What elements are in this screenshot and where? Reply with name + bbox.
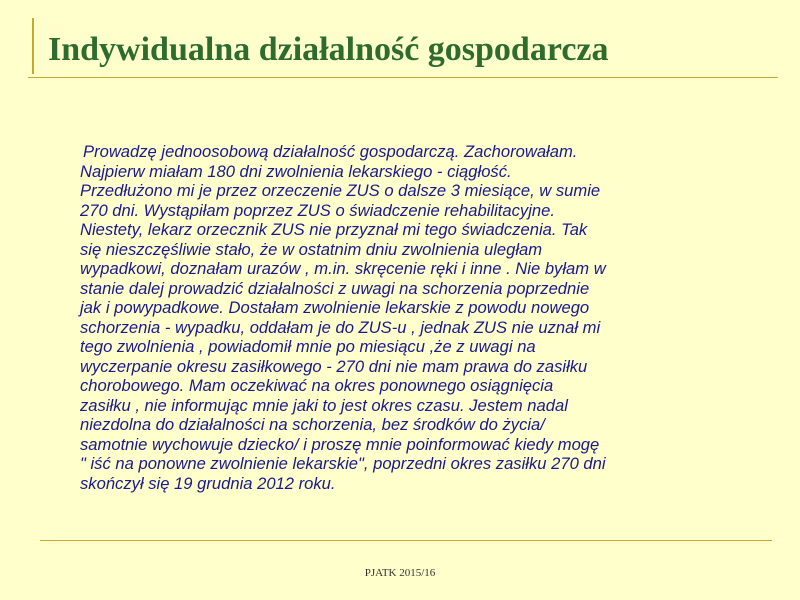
- body-line: 270 dni. Wystąpiłam poprzez ZUS o świadczenie rehabilitacyjne.: [80, 200, 555, 220]
- body-line: tego zwolnienia , powiadomił mnie po miesiącu ,że z uwagi na: [80, 337, 536, 356]
- body-line: się nieszczęśliwie stało, że w ostatnim dniu zwolnienia uległam: [80, 239, 543, 259]
- body-line: samotnie wychowuje dziecko/ i proszę mnie poinformować kiedy mogę: [80, 434, 600, 454]
- body-line: jak i powypadkowe. Dostałam zwolnienie lekarskie z powodu nowego: [80, 298, 590, 317]
- body-line: skończył się 19 grudnia 2012 roku.: [80, 473, 336, 493]
- title-underline: [28, 77, 778, 78]
- body-line: Przedłużono mi je przez orzeczenie ZUS o dalsze 3 miesiące, w sumie: [80, 181, 601, 200]
- body-line: Prowadzę jednoosobową działalność gospodarczą. Zachorowałam.: [83, 142, 578, 161]
- slide-footer: PJATK 2015/16: [364, 567, 436, 579]
- body-line: " iść na ponowne zwolnienie lekarskie", poprzedni okres zasiłku 270 dni: [80, 454, 606, 473]
- body-line: chorobowego. Mam oczekiwać na okres ponownego osiągnięcia: [80, 376, 554, 395]
- body-line: Niestety, lekarz orzecznik ZUS nie przyznał mi tego świadczenia. Tak: [80, 220, 588, 239]
- body-line: stanie dalej prowadzić działalności z uwagi na schorzenia poprzednie: [80, 278, 590, 298]
- body-line: wyczerpanie okresu zasiłkowego - 270 dni nie mam prawa do zasiłku: [80, 356, 588, 376]
- slide-title: Indywidualna działalność gospodarcza: [48, 31, 609, 68]
- footer-divider: [40, 540, 772, 541]
- body-line: schorzenia - wypadku, oddałam je do ZUS-u , jednak ZUS nie uznał mi: [80, 317, 601, 337]
- slide-body-text: [80, 142, 780, 493]
- body-line: wypadkowi, doznałam urazów , m.in. skręcenie ręki i inne . Nie byłam w: [80, 259, 606, 278]
- title-accent-bar: [32, 18, 34, 74]
- body-line: zasiłku , nie informując mnie jaki to jest okres czasu. Jestem nadal: [80, 395, 568, 415]
- body-line: Najpierw miałam 180 dni zwolnienia lekarskiego - ciągłość.: [80, 161, 512, 181]
- body-line: niezdolna do działalności na schorzenia, bez środków do życia/: [80, 415, 545, 434]
